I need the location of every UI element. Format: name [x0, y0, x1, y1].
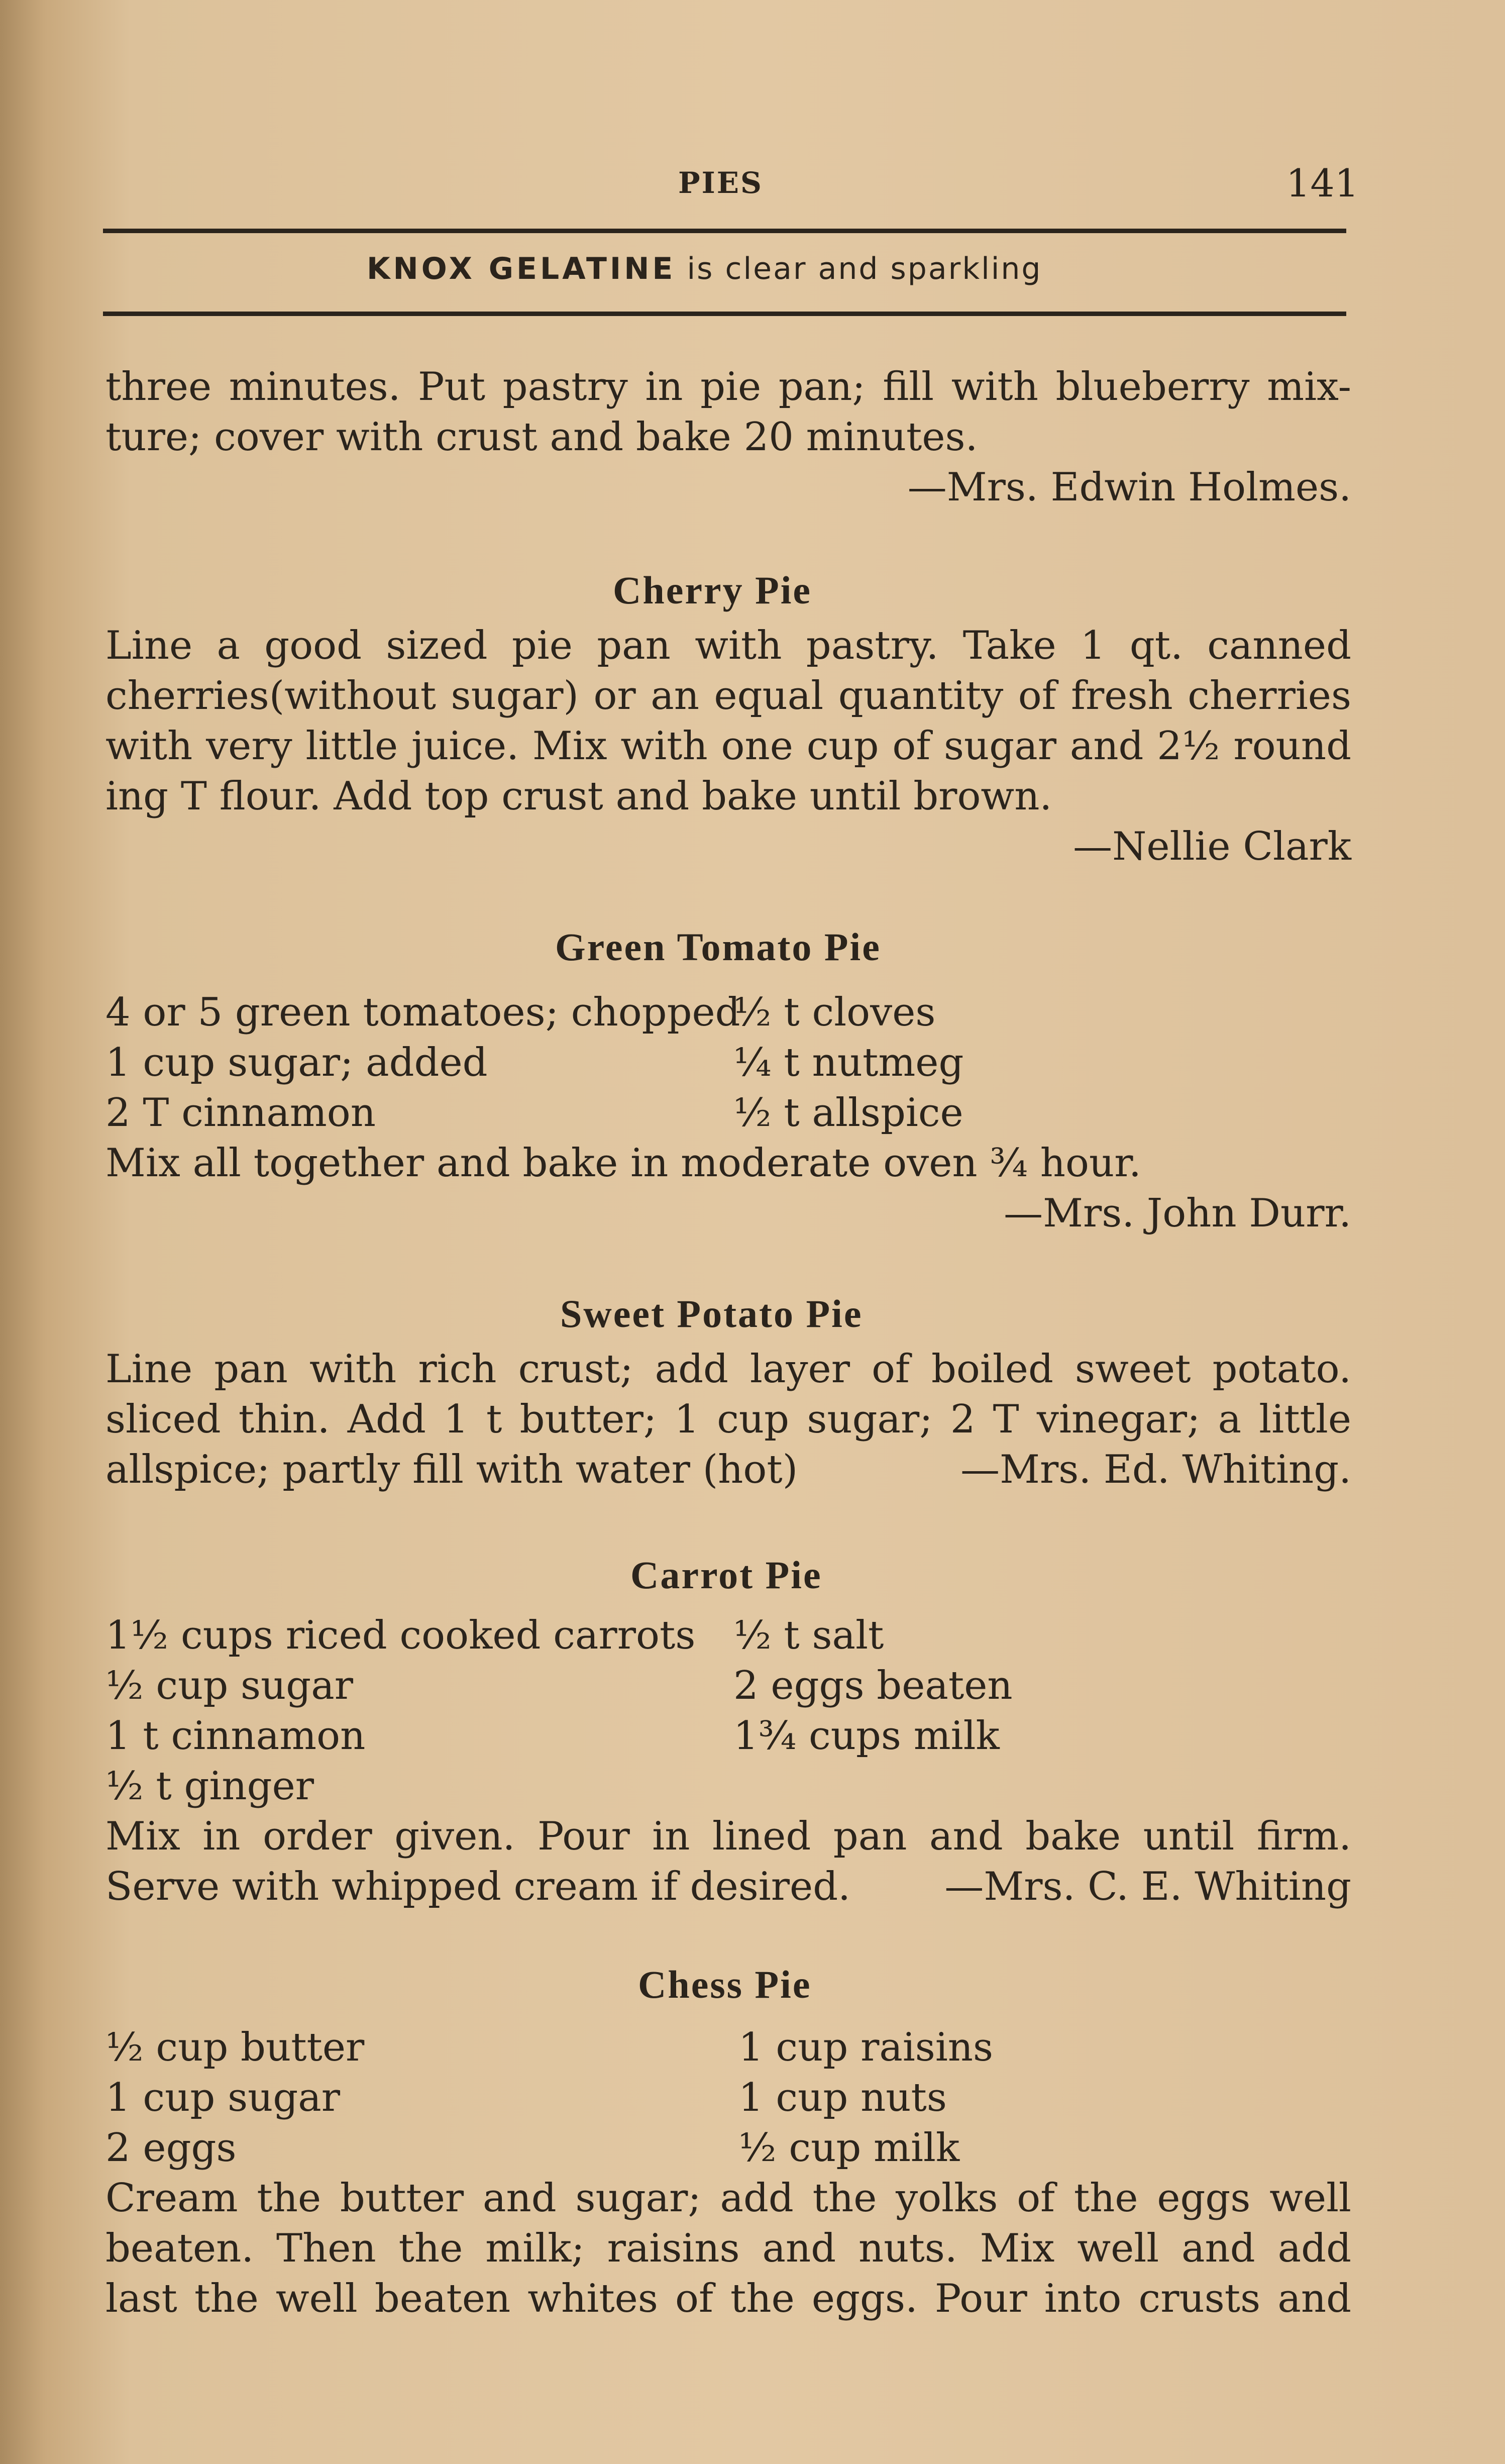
green-tomato-ingredient-left-1: 4 or 5 green tomatoes; chopped — [105, 990, 740, 1035]
carrot-line-1: Mix in order given. Pour in lined pan and bake until firm. — [105, 1814, 1351, 1859]
cherry-line-4: ing T flour. Add top crust and bake until brown. — [105, 774, 1052, 819]
header-rule-top — [103, 229, 1346, 233]
recipe-title-green-tomato: Green Tomato Pie — [555, 925, 881, 969]
cherry-line-1: Line a good sized pie pan with pastry. Take 1 qt. canned — [105, 623, 1351, 668]
carrot-ingredient-right-2: 2 eggs beaten — [733, 1663, 1013, 1708]
green-tomato-ingredient-right-1: ½ t cloves — [733, 990, 936, 1035]
chess-ingredient-left-3: 2 eggs — [105, 2125, 237, 2171]
intro-line-2: ture; cover with crust and bake 20 minutes. — [105, 415, 978, 460]
chess-line-3: last the well beaten whites of the eggs. Pour into crusts and — [105, 2276, 1351, 2321]
chess-ingredient-left-1: ½ cup butter — [105, 2025, 365, 2070]
carrot-author: —Mrs. C. E. Whiting — [944, 1864, 1351, 1909]
green-tomato-ingredient-left-3: 2 T cinnamon — [105, 1090, 376, 1136]
carrot-ingredient-left-3: 1 t cinnamon — [105, 1713, 366, 1759]
chess-ingredient-right-1: 1 cup raisins — [738, 2025, 994, 2070]
header-slogan — [367, 251, 1042, 286]
green-tomato-method: Mix all together and bake in moderate oven ¾ hour. — [105, 1141, 1141, 1186]
carrot-ingredient-left-1: 1½ cups riced cooked carrots — [105, 1613, 696, 1658]
sweet-potato-line-1: Line pan with rich crust; add layer of boiled sweet potato. — [105, 1347, 1351, 1392]
recipe-title-sweet-potato: Sweet Potato Pie — [560, 1292, 863, 1336]
recipe-title-carrot: Carrot Pie — [630, 1553, 822, 1597]
carrot-ingredient-right-1: ½ t salt — [733, 1613, 884, 1658]
cherry-line-2: cherries(without sugar) or an equal quantity of fresh cherries — [105, 673, 1351, 718]
carrot-ingredient-left-2: ½ cup sugar — [105, 1663, 354, 1708]
chess-ingredient-right-3: ½ cup milk — [738, 2125, 960, 2171]
running-head-section: PIES — [678, 166, 763, 200]
recipe-title-cherry: Cherry Pie — [613, 568, 812, 612]
intro-line-1: three minutes. Put pastry in pie pan; fill with blueberry mix- — [105, 364, 1351, 409]
carrot-ingredient-right-3: 1¾ cups milk — [733, 1713, 1000, 1759]
green-tomato-author: —Mrs. John Durr. — [1004, 1191, 1351, 1236]
green-tomato-ingredient-right-3: ½ t allspice — [733, 1090, 963, 1136]
sweet-potato-author: —Mrs. Ed. Whiting. — [960, 1447, 1351, 1492]
chess-line-2: beaten. Then the milk; raisins and nuts. Mix well and add — [105, 2226, 1351, 2271]
cherry-line-3: with very little juice. Mix with one cup of sugar and 2½ round — [105, 724, 1351, 769]
green-tomato-ingredient-right-2: ¼ t nutmeg — [733, 1040, 964, 1085]
recipe-title-chess: Chess Pie — [638, 1963, 812, 2006]
slogan-brand: KNOX GELATINE — [367, 251, 676, 286]
chess-ingredient-right-2: 1 cup nuts — [738, 2075, 947, 2120]
chess-ingredient-left-2: 1 cup sugar — [105, 2075, 341, 2120]
page-number: 141 — [1286, 161, 1359, 206]
carrot-ingredient-left-4: ½ t ginger — [105, 1764, 314, 1809]
cherry-author: —Nellie Clark — [1073, 824, 1351, 869]
header-rule-bottom — [103, 312, 1346, 316]
green-tomato-ingredient-left-2: 1 cup sugar; added — [105, 1040, 488, 1085]
slogan-text: is clear and sparkling — [687, 251, 1042, 286]
sweet-potato-line-3: allspice; partly fill with water (hot) — [105, 1447, 798, 1492]
chess-line-1: Cream the butter and sugar; add the yolks of the eggs well — [105, 2176, 1351, 2221]
carrot-line-2: Serve with whipped cream if desired. — [105, 1864, 850, 1909]
sweet-potato-line-2: sliced thin. Add 1 t butter; 1 cup sugar; 2 T vinegar; a little — [105, 1397, 1351, 1442]
intro-author: —Mrs. Edwin Holmes. — [907, 465, 1351, 510]
